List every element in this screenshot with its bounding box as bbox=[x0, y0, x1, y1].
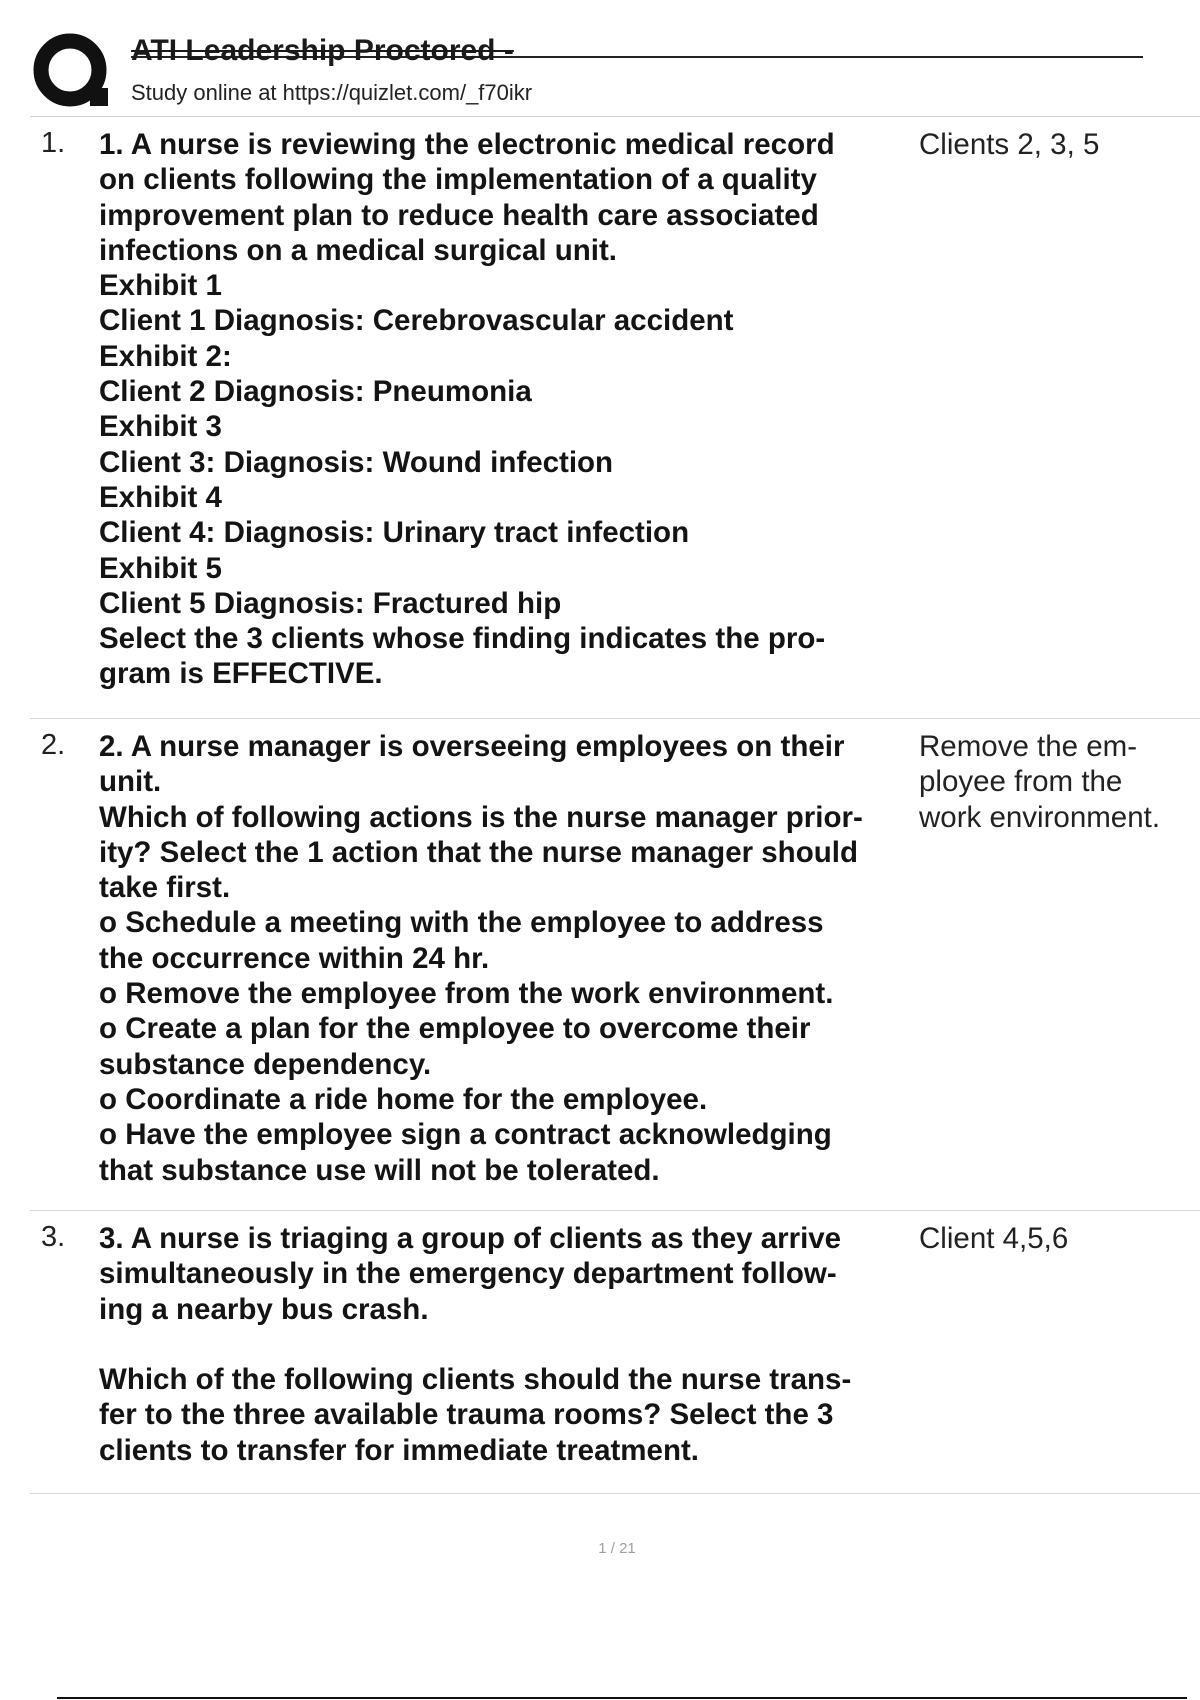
page-indicator: 1 / 21 bbox=[598, 1540, 636, 1557]
footer-rule bbox=[57, 1697, 1187, 1699]
card-term: 3. A nurse is triaging a group of clients as they arrive simultaneously in the emergency department follow- ing a nearby bus crash. Which of the following clients should the nurse trans- fer to the three available trauma rooms? Select the 3 clients to transfer for immediate treatment. bbox=[99, 1222, 852, 1467]
card-term: 1. A nurse is reviewing the electronic medical record on clients following the implementation of a quality improvement plan to reduce health care associated infections on a medical surgical unit. Exhibit 1 Client 1 Diagnosis: Cerebrovascular accident Exhibit 2: Client 2 Diagnosis: Pneumonia Exhibit 3 Client 3: Diagnosis: Wound infection Exhibit 4 Client 4: Diagnosis: Urinary tract infection Exhibit 5 Client 5 Diagnosis: Fractured hip Select the 3 clients whose finding indicates the pro- gram is EFFECTIVE. bbox=[99, 128, 835, 691]
study-online-link[interactable]: Study online at https://quizlet.com/_f70ikr bbox=[131, 80, 533, 105]
card-number: 3. bbox=[41, 1221, 66, 1253]
card-divider bbox=[30, 1493, 1200, 1494]
flashcard-row bbox=[30, 1211, 1200, 1493]
quizlet-logo-icon bbox=[32, 32, 112, 112]
card-definition: Clients 2, 3, 5 bbox=[919, 128, 1100, 161]
card-definition: Remove the em- ployee from the work environment. bbox=[919, 730, 1161, 834]
card-term: 2. A nurse manager is overseeing employees on their unit. Which of following actions is the nurse manager prior- ity? Select the 1 action that the nurse manager should take first. o Schedule a meeting with the employee to address the occurrence within 24 hr. o Remove the employee from the work environment. o Create a plan for the employee to overcome their substance dependency. o Coordinate a ride home for the employee. o Have the employee sign a contract acknowledging that substance use will not be tolerated. bbox=[99, 730, 863, 1187]
flashcard-row bbox=[30, 117, 1200, 718]
document-title: ATI Leadership Proctored - bbox=[131, 34, 514, 67]
document-header bbox=[30, 30, 1200, 116]
card-number: 2. bbox=[41, 729, 66, 761]
card-definition: Client 4,5,6 bbox=[919, 1222, 1069, 1255]
card-number: 1. bbox=[41, 127, 66, 159]
flashcard-row bbox=[30, 719, 1200, 1210]
